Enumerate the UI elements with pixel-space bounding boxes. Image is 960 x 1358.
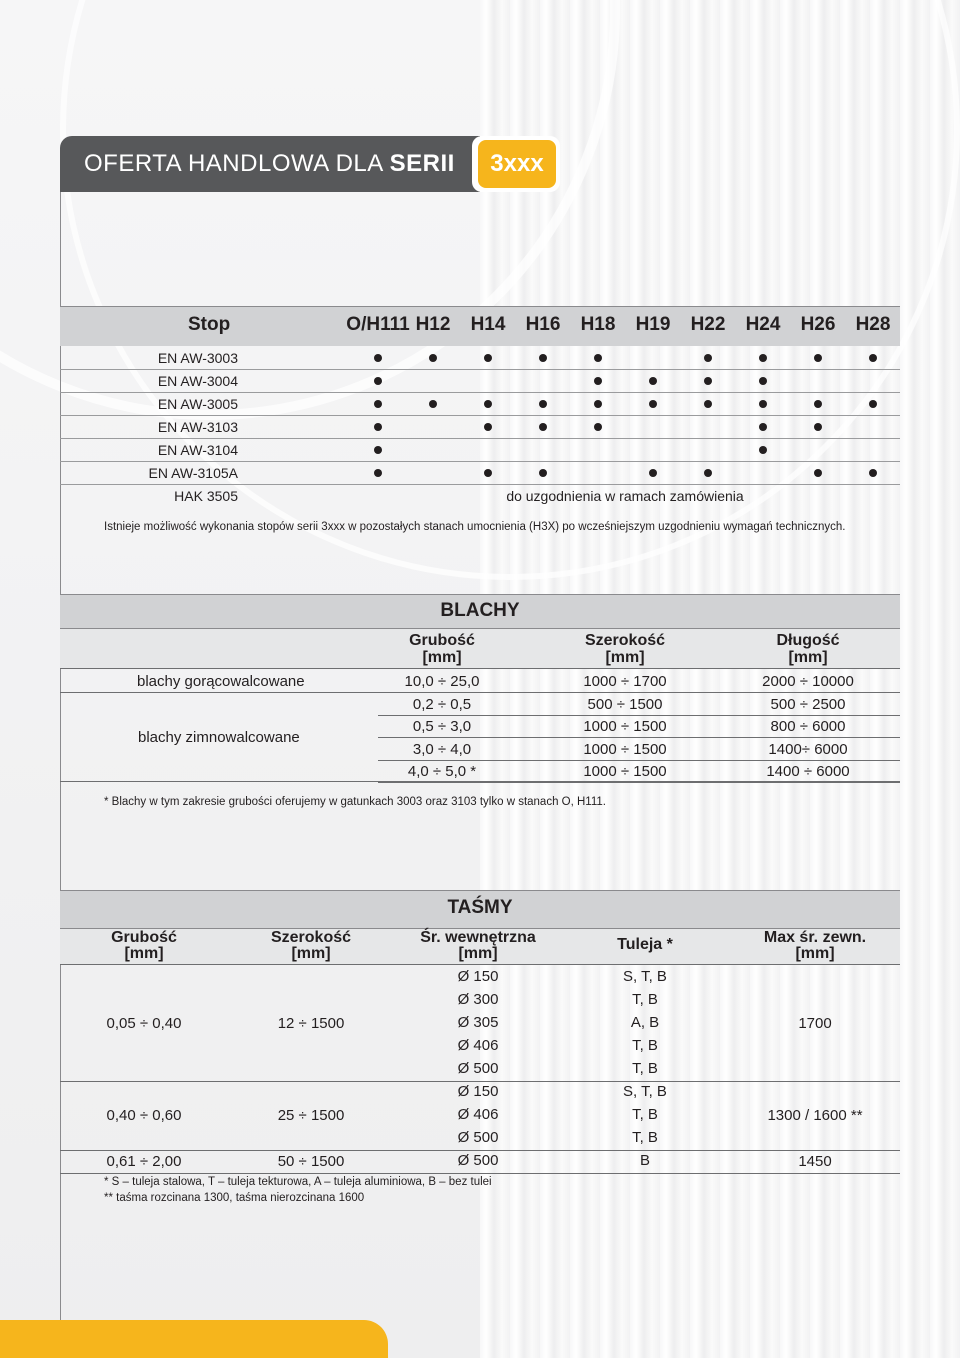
- row-divider: [60, 668, 900, 669]
- strip-sleeve: T, B: [632, 1037, 658, 1054]
- temper-available-dot: [759, 400, 767, 408]
- sheet-width: 1000 ÷ 1500: [583, 718, 667, 735]
- temper-available-dot: [759, 423, 767, 431]
- strip-col-width-unit: [mm]: [291, 945, 331, 962]
- alloy-name: HAK 3505: [174, 488, 238, 504]
- strip-col-thickness-unit: [mm]: [124, 945, 164, 962]
- strip-inner-diameter: Ø 300: [457, 991, 499, 1008]
- temper-available-dot: [869, 400, 877, 408]
- temper-available-dot: [484, 400, 492, 408]
- temper-available-dot: [429, 354, 437, 362]
- row-divider: [60, 438, 900, 439]
- row-divider: [60, 392, 900, 393]
- title-bold: SERII: [389, 150, 455, 177]
- page-title: [84, 150, 455, 178]
- sheet-width: 1000 ÷ 1500: [583, 763, 667, 780]
- row-divider: [378, 715, 900, 716]
- strips-note-1: * S – tuleja stalowa, T – tuleja tekturowa, A – tuleja aluminiowa, B – bez tulei: [104, 1176, 492, 1188]
- temper-available-dot: [649, 377, 657, 385]
- strip-inner-diameter: Ø 406: [457, 1106, 499, 1123]
- temper-available-dot: [594, 423, 602, 431]
- sheet-thickness: 10,0 ÷ 25,0: [404, 673, 480, 690]
- strip-width: 12 ÷ 1500: [277, 1014, 345, 1032]
- row-divider: [60, 692, 900, 693]
- cold-rolled-label: blachy zimnowalcowane: [138, 729, 300, 746]
- strip-inner-diameter: Ø 305: [457, 1014, 499, 1031]
- sheet-length: 500 ÷ 2500: [770, 695, 846, 713]
- sheets-title: BLACHY: [440, 600, 520, 621]
- alloy-name: EN AW-3103: [157, 419, 238, 435]
- temper-available-dot: [814, 354, 822, 362]
- strip-col-thickness: Grubość: [111, 929, 177, 946]
- strip-sleeve: T, B: [632, 1060, 658, 1077]
- temper-available-dot: [649, 469, 657, 477]
- row-divider: [60, 1081, 900, 1082]
- strip-col-max-unit: [mm]: [795, 945, 835, 962]
- row-divider: [60, 1173, 900, 1174]
- row-divider: [60, 781, 900, 782]
- temper-header: O/H111: [346, 314, 410, 335]
- temper-header: H28: [855, 314, 891, 335]
- temper-available-dot: [759, 377, 767, 385]
- sheet-thickness: 0,2 ÷ 0,5: [412, 695, 472, 713]
- strip-inner-diameter: Ø 500: [457, 1060, 499, 1077]
- strip-inner-diameter: Ø 150: [457, 968, 499, 985]
- strip-sleeve: B: [639, 1152, 650, 1169]
- alloy-name: EN AW-3104: [157, 442, 238, 458]
- strip-col-max: Max śr. zewn.: [763, 929, 867, 946]
- strip-inner-diameter: Ø 500: [457, 1129, 499, 1146]
- strip-max-diameter: 1300 / 1600 **: [767, 1106, 863, 1124]
- sheet-width: 1000 ÷ 1700: [583, 673, 667, 690]
- temper-available-dot: [539, 400, 547, 408]
- temper-available-dot: [704, 377, 712, 385]
- temper-available-dot: [374, 354, 382, 362]
- temper-available-dot: [594, 354, 602, 362]
- sheet-width: 1000 ÷ 1500: [583, 740, 667, 758]
- temper-available-dot: [649, 400, 657, 408]
- col-header-length: Długość: [776, 632, 840, 649]
- title-prefix: OFERTA HANDLOWA DLA: [84, 150, 390, 177]
- temper-available-dot: [814, 469, 822, 477]
- sheet-length: 800 ÷ 6000: [770, 718, 846, 735]
- temper-available-dot: [539, 354, 547, 362]
- row-divider: [378, 760, 900, 761]
- temper-available-dot: [814, 423, 822, 431]
- strip-thickness: 0,40 ÷ 0,60: [106, 1106, 182, 1124]
- strip-width: 50 ÷ 1500: [277, 1152, 345, 1170]
- temper-available-dot: [484, 423, 492, 431]
- col-header-length-unit: [mm]: [788, 649, 828, 666]
- series-badge: 3xxx: [478, 140, 556, 188]
- row-divider: [60, 369, 900, 370]
- alloy-note: Istnieje możliwość wykonania stopów serii 3xxx w pozostałych stanach umocnienia (H3X) po wcześniejszym uzgodnieniu wymagań technicznych.: [104, 521, 846, 533]
- left-rule: [60, 190, 61, 1358]
- temper-header: H26: [800, 314, 836, 335]
- strip-col-width: Szerokość: [270, 929, 352, 946]
- hot-rolled-label: blachy gorącowalcowane: [137, 673, 305, 690]
- col-header-thickness: Grubość: [409, 632, 475, 649]
- strip-col-inner-unit: [mm]: [458, 945, 498, 962]
- row-divider: [60, 461, 900, 462]
- strip-thickness: 0,61 ÷ 2,00: [106, 1152, 182, 1170]
- alloy-name: EN AW-3005: [157, 396, 238, 412]
- strip-sleeve: A, B: [630, 1014, 660, 1031]
- temper-available-dot: [869, 354, 877, 362]
- temper-available-dot: [484, 469, 492, 477]
- strips-title: TAŚMY: [447, 897, 513, 918]
- sheet-length: 1400 ÷ 6000: [766, 763, 850, 780]
- strip-inner-diameter: Ø 150: [457, 1083, 499, 1100]
- temper-header: H24: [745, 314, 781, 335]
- row-divider: [60, 484, 900, 485]
- temper-available-dot: [759, 446, 767, 454]
- strip-sleeve: S, T, B: [623, 968, 667, 985]
- strip-width: 25 ÷ 1500: [277, 1106, 345, 1124]
- temper-available-dot: [594, 377, 602, 385]
- strip-inner-diameter: Ø 406: [457, 1037, 499, 1054]
- col-header-thickness-unit: [mm]: [422, 649, 462, 666]
- bottom-tab: [0, 1320, 388, 1358]
- row-divider: [60, 1150, 900, 1151]
- row-divider: [60, 415, 900, 416]
- col-header-width: Szerokość: [584, 632, 666, 649]
- sheets-note: * Blachy w tym zakresie grubości oferujemy w gatunkach 3003 oraz 3103 tylko w stanach O, H111.: [104, 796, 606, 808]
- temper-available-dot: [374, 400, 382, 408]
- alloy-note-cell: do uzgodnienia w ramach zamówienia: [506, 488, 744, 504]
- temper-available-dot: [759, 354, 767, 362]
- temper-available-dot: [374, 469, 382, 477]
- strip-max-diameter: 1700: [798, 1014, 832, 1032]
- temper-available-dot: [704, 354, 712, 362]
- strip-sleeve: T, B: [632, 1106, 658, 1123]
- sheet-thickness: 3,0 ÷ 4,0: [412, 740, 472, 758]
- col-header-stop: Stop: [188, 314, 231, 335]
- temper-available-dot: [869, 469, 877, 477]
- temper-available-dot: [374, 446, 382, 454]
- alloy-name: EN AW-3003: [157, 350, 238, 366]
- temper-available-dot: [429, 400, 437, 408]
- strip-sleeve: T, B: [632, 991, 658, 1008]
- temper-available-dot: [374, 377, 382, 385]
- row-divider: [378, 737, 900, 738]
- temper-available-dot: [539, 469, 547, 477]
- strip-thickness: 0,05 ÷ 0,40: [106, 1014, 182, 1032]
- strip-col-inner: Śr. wewnętrzna: [420, 929, 536, 946]
- alloy-name: EN AW-3105A: [148, 465, 238, 481]
- sheet-thickness: 0,5 ÷ 3,0: [412, 718, 472, 735]
- strip-inner-diameter: Ø 500: [457, 1152, 499, 1169]
- temper-header: H16: [525, 314, 561, 335]
- temper-available-dot: [814, 400, 822, 408]
- temper-header: H22: [690, 314, 726, 335]
- strip-col-sleeve: Tuleja *: [617, 936, 673, 953]
- temper-header: H14: [470, 314, 506, 335]
- col-header-width-unit: [mm]: [605, 649, 645, 666]
- temper-header: H18: [580, 314, 616, 335]
- temper-available-dot: [374, 423, 382, 431]
- row-divider: [378, 782, 900, 783]
- strip-sleeve: S, T, B: [623, 1083, 667, 1100]
- row-divider: [60, 964, 900, 965]
- strip-max-diameter: 1450: [798, 1152, 832, 1170]
- sheet-length: 2000 ÷ 10000: [762, 673, 854, 690]
- strips-note-2: ** taśma rozcinana 1300, taśma nierozcinana 1600: [104, 1192, 365, 1204]
- temper-available-dot: [484, 354, 492, 362]
- temper-available-dot: [594, 400, 602, 408]
- temper-header: H19: [635, 314, 671, 335]
- temper-header: H12: [415, 314, 451, 335]
- strip-sleeve: T, B: [632, 1129, 658, 1146]
- alloy-name: EN AW-3004: [157, 373, 238, 389]
- temper-available-dot: [704, 469, 712, 477]
- temper-available-dot: [539, 423, 547, 431]
- sheet-length: 1400÷ 6000: [768, 740, 848, 758]
- temper-available-dot: [704, 400, 712, 408]
- sheet-width: 500 ÷ 1500: [587, 695, 663, 713]
- sheet-thickness: 4,0 ÷ 5,0 *: [407, 763, 477, 780]
